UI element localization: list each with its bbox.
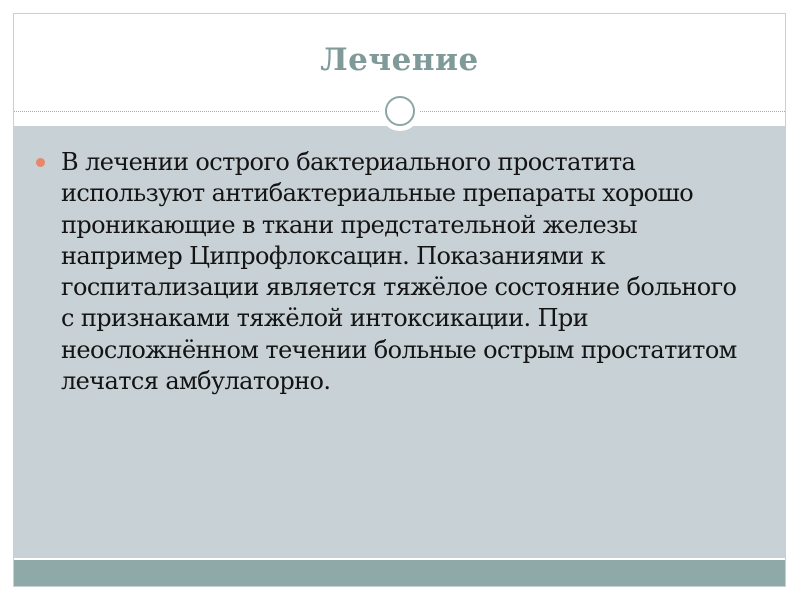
bullet-item	[36, 147, 756, 397]
bullet-dot-icon	[36, 158, 45, 167]
circle-ornament-icon	[380, 91, 420, 131]
bullet-text: В лечении острого бактериального простатита используют антибактериальные препараты хорошо проникающие в ткани предстательной железы например Ципрофлоксацин. Показаниями к госпитализации является тяжёлое состояние больного с признаками тяжёлой интоксикации. При неосложнённом течении больные острым простатитом лечатся амбулаторно.	[61, 148, 737, 396]
circle-ring	[385, 96, 415, 126]
bottom-band	[14, 560, 785, 587]
slide	[13, 13, 786, 587]
slide-title: Лечение	[320, 42, 479, 78]
